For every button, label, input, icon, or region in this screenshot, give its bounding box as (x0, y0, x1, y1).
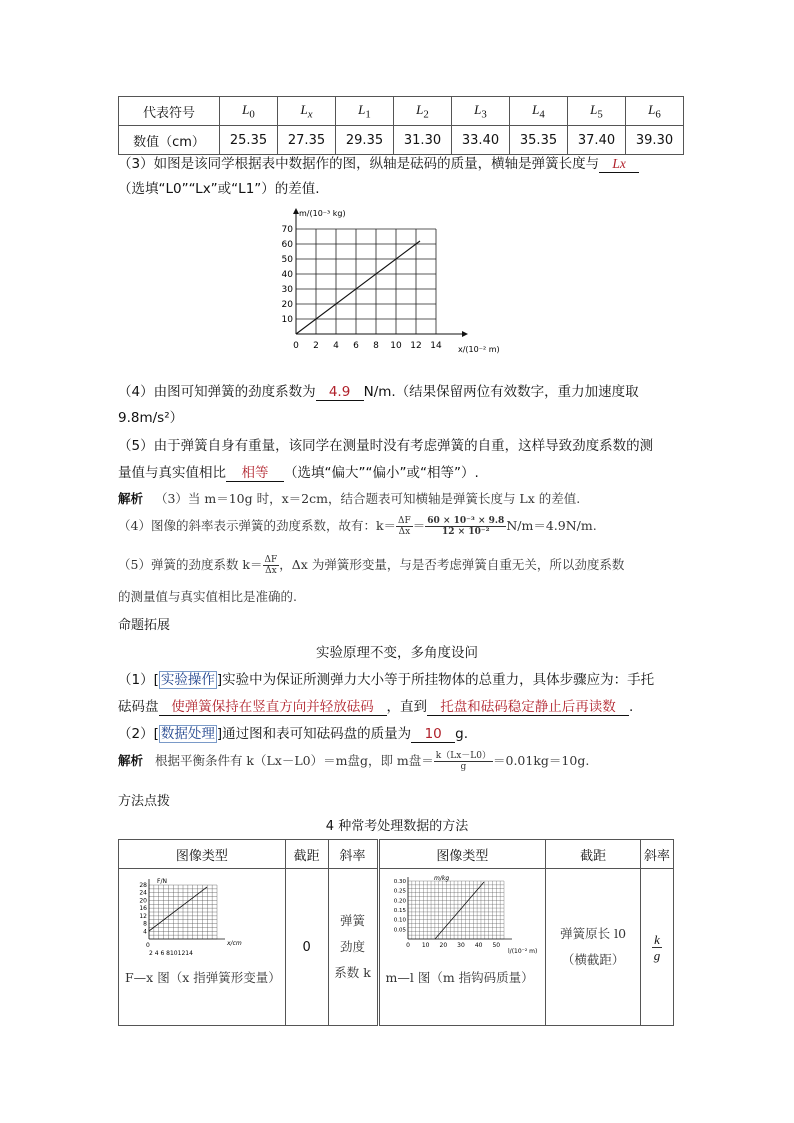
slope-line: 系数 k (334, 965, 371, 980)
y-tick-label: 0.10 (393, 917, 406, 924)
x-tick-label: 4 (333, 341, 339, 351)
extension-solution-end: ＝0.01kg＝10g. (493, 753, 590, 768)
extension-2-text: 通过图和表可知砝码盘的质量为 (222, 726, 412, 742)
symbol-cell: $L_1$ (336, 97, 394, 126)
fx-caption: F—x 图（x 指弹簧形变量） (125, 970, 281, 985)
column-header: 斜率 (328, 840, 378, 869)
table-row (119, 126, 684, 155)
y-axis-label: m/(10⁻³ kg) (299, 209, 346, 218)
extension-solution-text: 根据平衡条件有 k（Lx－L0）＝m盘g，即 m盘＝ (154, 753, 434, 768)
fraction-numerator: ΔF (264, 555, 278, 565)
y-tick-label: 8 (143, 920, 147, 928)
extension-2: （2）[ 数据处理 ]通过图和表可知砝码盘的质量为 10 g. (118, 726, 469, 742)
y-tick-label: 0.05 (393, 927, 406, 934)
question-5-text2: 量值与真实值相比 (118, 465, 226, 481)
fraction-numerator: 60 × 10⁻³ × 9.8 (427, 516, 505, 526)
x-tick-label: 20 (439, 942, 447, 949)
question-5-text3: （选填“偏大”“偏小”或“相等”）. (284, 465, 479, 481)
extension-solution (118, 751, 589, 772)
question-4-answer: 4.9 (316, 384, 364, 401)
data-table (118, 96, 684, 155)
question-4-text: （4）由图可知弹簧的劲度系数为 (118, 384, 316, 400)
m-x-chart (276, 204, 516, 360)
x-tick-label: 6 (353, 341, 359, 351)
method-table (118, 839, 674, 1026)
fx-graph-cell (119, 869, 286, 1026)
intercept-cell (546, 869, 641, 1026)
y-tick-label: 70 (281, 225, 293, 235)
solution-4-result: N/m＝4.9N/m. (506, 518, 597, 533)
m-l-mini-chart (382, 873, 542, 957)
x-tick-label: 40 (474, 942, 482, 949)
mini-y-label: m/kg (433, 875, 449, 882)
y-tick-label: 60 (281, 240, 293, 250)
question-3-answer: Lx (599, 156, 639, 173)
extension-2-answer: 10 (411, 726, 455, 743)
slope-line: 弹簧 (340, 913, 366, 928)
x-axis-label: x/(10⁻² m) (458, 345, 500, 354)
fraction (652, 932, 663, 963)
extension-1-text: 实验中为保证所测弹力大小等于所挂物体的总重力，具体步骤应为：手托 (222, 672, 655, 688)
symbol-cell: $L_3$ (452, 97, 510, 126)
table-row (119, 869, 674, 1026)
extension-1-line2 (118, 695, 678, 716)
column-header: 斜率 (641, 840, 674, 869)
x-axis-arrow (462, 331, 468, 337)
solution-4 (118, 516, 597, 537)
solution-5-text2: ，Δx 为弹簧形变量，与是否考虑弹簧自重无关，所以劲度系数 (279, 557, 625, 572)
value-cell: 29.35 (336, 126, 394, 155)
y-tick-label: 16 (139, 905, 147, 913)
solution-5-line2: 的测量值与真实值相比是准确的. (118, 589, 297, 604)
table-row (119, 97, 684, 126)
solution-4-text: （4）图像的斜率表示弹簧的劲度系数，故有：k＝ (118, 518, 397, 533)
slope-line: 劲度 (340, 939, 366, 954)
y-tick-label: 0.25 (393, 888, 406, 895)
symbol-cell: $L_0$ (220, 97, 278, 126)
mini-chart-grid (149, 885, 217, 939)
x-tick-label: 30 (456, 942, 465, 949)
value-cell: 31.30 (394, 126, 452, 155)
question-3 (118, 152, 678, 173)
symbol-cell: $L_6$ (626, 97, 684, 126)
value-cell: 35.35 (510, 126, 568, 155)
y-tick-label: 4 (143, 928, 147, 936)
x-tick-label: 0 (293, 341, 299, 351)
table-header-cell: 代表符号 (119, 97, 220, 126)
fraction-numerator: k (652, 932, 663, 948)
mini-chart-axes (393, 877, 511, 949)
extension-1: （1）[ 实验操作 ]实验中为保证所测弹力大小等于所挂物体的总重力，具体步骤应为：手托 (118, 672, 655, 688)
fraction (425, 516, 506, 537)
intercept-cell: 0 (285, 869, 328, 1026)
symbol-cell: $L_x$ (278, 97, 336, 126)
equals: ＝ (412, 518, 426, 533)
question-3-text: （3）如图是该同学根据表中数据作的图，纵轴是砝码的质量，横轴是弹簧长度与 (118, 156, 600, 172)
solution-label: 解析 (118, 753, 144, 768)
item-number: （1） (118, 672, 154, 688)
x-tick-label: 12 (410, 341, 422, 351)
solution-5-text: （5）弹簧的劲度系数 k＝ (118, 557, 263, 572)
value-cell: 37.40 (568, 126, 626, 155)
y-tick-label: 24 (139, 889, 147, 897)
ml-graph-cell (378, 869, 546, 1026)
y-tick-label: 50 (281, 255, 293, 265)
y-tick-label: 20 (281, 300, 293, 310)
x-tick-label: 50 (492, 942, 500, 949)
fraction-denominator: 12 × 10⁻² (442, 527, 490, 537)
tag-experiment-operation: 实验操作 (160, 672, 215, 688)
column-header: 截距 (546, 840, 641, 869)
slope-cell (328, 869, 378, 1026)
x-tick-label: 2 (313, 341, 319, 351)
question-5-answer: 相等 (226, 461, 284, 482)
data-line (435, 882, 484, 939)
x-tick-label: 14 (430, 341, 442, 351)
y-tick-label: 30 (281, 285, 293, 295)
symbol-cell: $L_4$ (510, 97, 568, 126)
value-cell: 27.35 (278, 126, 336, 155)
y-tick-label: 28 (139, 882, 147, 889)
extension-1-end: . (629, 699, 634, 715)
y-tick-label: 40 (281, 270, 293, 280)
question-5: （5）由于弹簧自身有重量，该同学在测量时没有考虑弹簧的自重，这样导致劲度系数的测 (118, 438, 654, 454)
fraction-denominator: Δx (265, 566, 277, 576)
fraction-denominator: Δx (398, 527, 411, 537)
symbol-cell: $L_5$ (568, 97, 626, 126)
x-tick-label: 10 (390, 341, 402, 351)
tag-data-processing: 数据处理 (160, 726, 215, 742)
mini-y-label: F/N (157, 878, 167, 885)
x-tick-label: 0 (405, 942, 410, 949)
column-header: 图像类型 (378, 840, 546, 869)
mini-x-ticks: 2 4 6 8101214 (149, 950, 193, 957)
fraction (396, 516, 413, 537)
fraction-numerator: k（Lx－L0） (435, 751, 491, 761)
y-tick-label: 0.15 (393, 908, 406, 914)
ml-caption: m—l 图（m 指钩码质量） (385, 970, 534, 985)
extension-1-text2: 砝码盘 (118, 699, 159, 715)
question-4-line2: 9.8m/s²） (118, 410, 184, 426)
extension-1-answer-1: 使弹簧保持在竖直方向并轻放砝码 (159, 695, 387, 716)
value-cell: 33.40 (452, 126, 510, 155)
question-5-line2 (118, 461, 479, 482)
intercept-line: （横截距） (561, 952, 625, 967)
extension-2-end: g. (455, 726, 469, 742)
question-4 (118, 380, 639, 401)
y-tick-label: 12 (139, 912, 147, 920)
item-number: （2） (118, 726, 154, 742)
solution-5 (118, 555, 624, 576)
value-cell: 39.30 (626, 126, 684, 155)
column-header: 图像类型 (119, 840, 286, 869)
method-heading: 方法点拨 (118, 794, 171, 809)
fraction-denominator: g (653, 947, 661, 963)
mini-x-label: x/cm (227, 940, 242, 947)
y-tick-label: 20 (139, 897, 147, 905)
question-4-text2: N/m.（结果保留两位有效数字，重力加速度取 (363, 384, 639, 400)
intercept-line: 弹簧原长 l0 (560, 926, 627, 941)
symbol-cell: $L_2$ (394, 97, 452, 126)
chart-axes (293, 208, 468, 337)
fraction-numerator: ΔF (398, 516, 411, 526)
solution-3 (118, 489, 580, 507)
f-x-mini-chart (127, 875, 277, 959)
mini-x-label: l/(10⁻² m) (507, 948, 537, 955)
column-header: 截距 (285, 840, 328, 869)
method-subtitle: 4 种常考处理数据的方法 (325, 819, 469, 834)
slope-cell (641, 869, 674, 1026)
solution-label: 解析 (118, 491, 144, 506)
solution-3-text: （3）当 m＝10g 时，x＝2cm，结合题表可知横轴是弹簧长度与 Lx 的差值. (154, 491, 581, 506)
value-cell: 25.35 (220, 126, 278, 155)
fraction-denominator: g (460, 762, 467, 772)
table-header-cell: 数值（cm） (119, 126, 220, 155)
extension-heading: 命题拓展 (118, 618, 171, 633)
question-3-options: （选填“L0”“Lx”或“L1”）的差值. (118, 181, 320, 197)
mini-chart-grid (408, 881, 504, 939)
y-tick-label: 0.30 (393, 879, 406, 885)
x-tick-label: 10 (421, 942, 429, 949)
y-tick-label: 10 (281, 315, 293, 325)
data-line (296, 241, 420, 334)
x-tick-label: 8 (373, 341, 379, 351)
extension-1-mid: ，直到 (386, 699, 427, 715)
fraction (434, 751, 493, 772)
table-header-row (119, 840, 674, 869)
fraction (263, 555, 280, 576)
extension-1-answer-2: 托盘和砝码稳定静止后再读数 (427, 695, 629, 716)
y-tick-label: 0.20 (393, 898, 406, 905)
origin-label: 0 (146, 942, 150, 949)
extension-subtitle: 实验原理不变，多角度设问 (316, 645, 478, 661)
